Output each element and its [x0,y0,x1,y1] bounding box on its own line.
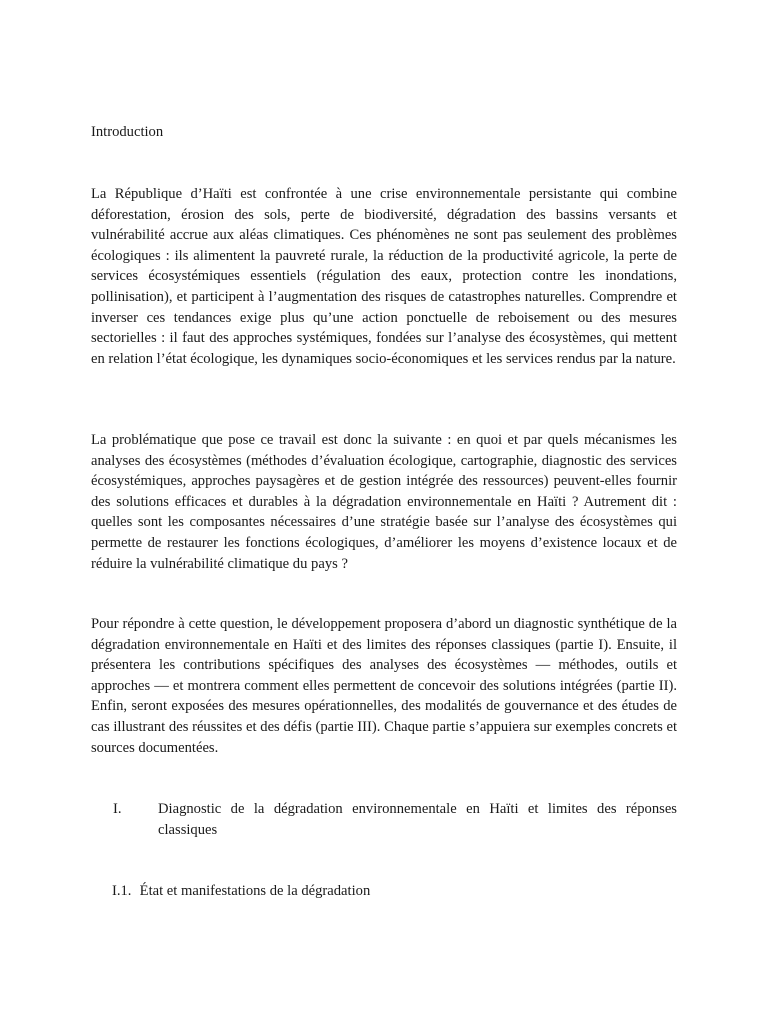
intro-paragraph-plan: Pour répondre à cette question, le développement proposera d’abord un diagnostic synthétique de la dégradation environnementale en Haïti et des limites des réponses classiques (partie I). Ensuite, il présentera les contributions spécifiques des analyses des écosystèmes — méthodes, outils et approches — et montrera comment elles permettent de concevoir des solutions intégrées (partie II). Enfin, seront exposées des mesures opérationnelles, des modalités de gouvernance et des études de cas illustrant des réussites et des défis (partie III). Chaque partie s’appuiera sur exemples concrets et sources documentées. [91,616,677,756]
subsection-title: État et manifestations de la dégradation [139,883,371,899]
subsection-number: I.1. [112,883,132,899]
section-title: Diagnostic de la dégradation environnementale en Haïti et limites des réponses classiques [158,801,677,838]
introduction-heading: Introduction [91,124,164,140]
intro-paragraph-problematique: La problématique que pose ce travail est donc la suivante : en quoi et par quels mécanismes les analyses des écosystèmes (méthodes d’évaluation écologique, cartographie, diagnostic des services écosystémiques, approches paysagères et de gestion intégrée des ressources) peuvent-elles fournir des solutions efficaces et durables à la dégradation environnementale en Haïti ? Autrement dit : quelles sont les composantes nécessaires d’une stratégie basée sur l’analyse des écosystèmes qui permette de restaurer les fonctions écologiques, d’améliorer les moyens d’existence locaux et de réduire la vulnérabilité climatique du pays ? [91,432,677,572]
section-number: I. [113,801,122,817]
subsection-heading-1-1 [112,881,612,902]
intro-paragraph-1: La République d’Haïti est confrontée à une crise environnementale persistante qui combine déforestation, érosion des sols, perte de biodiversité, dégradation des bassins versants et vulnérabilité accrue aux aléas climatiques. Ces phénomènes ne sont pas seulement des problèmes écologiques : ils alimentent la pauvreté rurale, la réduction de la productivité agricole, la perte de services écosystémiques essentiels (régulation des eaux, protection contre les inondations, pollinisation), et participent à l’augmentation des risques de catastrophes naturelles. Comprendre et inverser ces tendances exige plus qu’une action ponctuelle de reboisement ou des mesures sectorielles : il faut des approches systémiques, fondées sur l’analyse des écosystèmes, qui mettent en relation l’état écologique, les dynamiques socio-économiques et les services rendus par la nature. [91,186,677,367]
section-heading-1 [91,799,677,840]
